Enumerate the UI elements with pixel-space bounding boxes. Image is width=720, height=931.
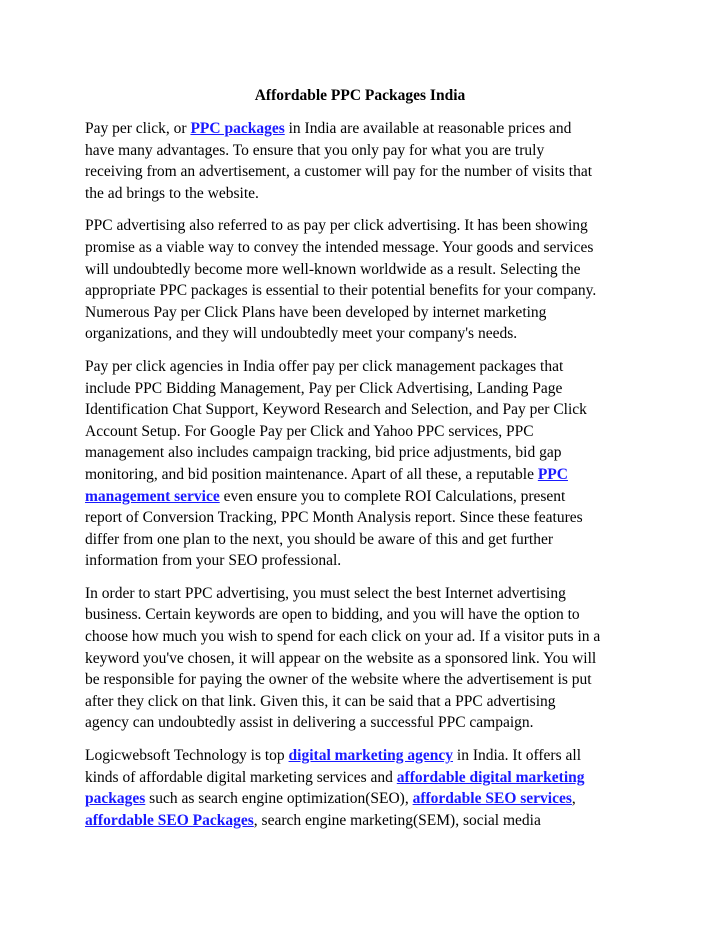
text-line xyxy=(85,280,637,302)
text-run: differ from one plan to the next, you should be aware of this and get further xyxy=(85,530,554,548)
text-line xyxy=(85,604,637,626)
text-line xyxy=(85,118,637,140)
inline-link[interactable]: affordable SEO services xyxy=(412,790,572,808)
text-line xyxy=(85,399,637,421)
text-run: Pay per click agencies in India offer pay per click management packages that xyxy=(85,357,564,375)
text-line xyxy=(85,183,637,205)
text-line xyxy=(85,529,637,551)
inline-link[interactable]: packages xyxy=(85,790,146,808)
text-line xyxy=(85,788,637,810)
paragraph-1 xyxy=(85,118,637,204)
text-run: business. Certain keywords are open to bidding, and you will have the option to xyxy=(85,606,580,624)
text-line xyxy=(85,648,637,670)
inline-link[interactable]: PPC xyxy=(537,465,568,483)
text-line xyxy=(85,259,637,281)
text-line xyxy=(85,626,637,648)
text-run: have many advantages. To ensure that you only pay for what you are truly xyxy=(85,141,545,159)
text-run: even ensure you to complete ROI Calculations, present xyxy=(219,487,566,505)
text-line xyxy=(85,669,637,691)
paragraph-5 xyxy=(85,745,637,831)
text-line xyxy=(85,583,637,605)
text-line xyxy=(85,237,637,259)
text-line xyxy=(85,691,637,713)
text-line xyxy=(85,507,637,529)
text-run: Numerous Pay per Click Plans have been developed by internet marketing xyxy=(85,303,547,321)
inline-link[interactable]: affordable digital marketing xyxy=(396,768,585,786)
text-line xyxy=(85,378,637,400)
text-line xyxy=(85,215,637,237)
inline-link[interactable]: PPC packages xyxy=(190,120,285,137)
text-line xyxy=(85,745,637,767)
text-line xyxy=(85,140,637,162)
text-line xyxy=(85,323,637,345)
inline-link[interactable]: affordable SEO Packages xyxy=(85,811,254,829)
text-run: receiving from an advertisement, a customer will pay for the number of visits that xyxy=(85,163,593,181)
text-run: agency can undoubtedly assist in delivering a successful PPC campaign. xyxy=(85,714,534,732)
text-run: In order to start PPC advertising, you must select the best Internet advertising xyxy=(85,584,566,602)
paragraph-4 xyxy=(85,583,637,734)
text-line xyxy=(85,442,637,464)
text-line xyxy=(85,550,637,572)
text-run: management also includes campaign tracking, bid price adjustments, bid gap xyxy=(85,444,562,462)
document-title: Affordable PPC Packages India xyxy=(254,87,466,104)
text-run: , search engine marketing(SEM), social media xyxy=(253,811,541,829)
text-run: Identification Chat Support, Keyword Research and Selection, and Pay per Click xyxy=(85,401,587,419)
text-run: include PPC Bidding Management, Pay per Click Advertising, Landing Page xyxy=(85,379,563,397)
text-run: keyword you've chosen, it will appear on the website as a sponsored link. You will xyxy=(85,649,597,667)
text-run: be responsible for paying the owner of the website where the advertisement is put xyxy=(85,671,592,689)
text-run: PPC advertising also referred to as pay per click advertising. It has been showing xyxy=(85,217,588,235)
text-line xyxy=(85,421,637,443)
text-run: Logicwebsoft Technology is top xyxy=(85,747,289,765)
text-line xyxy=(85,767,637,789)
text-run: organizations, and they will undoubtedly meet your company's needs. xyxy=(85,325,518,343)
text-line xyxy=(85,356,637,378)
text-line xyxy=(85,161,637,183)
text-run: after they click on that link. Given this, it can be said that a PPC advertising xyxy=(85,692,556,710)
text-line xyxy=(85,464,637,486)
text-line xyxy=(85,810,637,832)
text-run: kinds of affordable digital marketing services and xyxy=(85,768,397,786)
text-run: such as search engine optimization(SEO), xyxy=(145,790,413,808)
text-run: the ad brings to the website. xyxy=(85,184,259,202)
text-run: Pay per click, or xyxy=(85,120,191,137)
inline-link[interactable]: digital marketing agency xyxy=(288,747,454,765)
paragraph-2 xyxy=(85,215,637,345)
text-run: appropriate PPC packages is essential to their potential benefits for your company. xyxy=(85,282,597,300)
paragraph-3 xyxy=(85,356,637,572)
inline-link[interactable]: management service xyxy=(85,487,220,505)
text-run: monitoring, and bid position maintenance. Apart of all these, a reputable xyxy=(85,465,538,483)
text-run: report of Conversion Tracking, PPC Month Analysis report. Since these features xyxy=(85,509,583,527)
text-run: , xyxy=(571,790,576,808)
document-body xyxy=(85,118,637,842)
text-line xyxy=(85,486,637,508)
text-line xyxy=(85,712,637,734)
text-run: in India. It offers all xyxy=(453,747,581,765)
text-run: Account Setup. For Google Pay per Click and Yahoo PPC services, PPC xyxy=(85,422,534,440)
text-run: information from your SEO professional. xyxy=(85,552,342,570)
text-run: choose how much you wish to spend for each click on your ad. If a visitor puts in a xyxy=(85,628,601,646)
text-run: will undoubtedly become more well-known worldwide as a result. Selecting the xyxy=(85,260,581,278)
text-run: promise as a viable way to convey the intended message. Your goods and services xyxy=(85,238,594,256)
text-run: in India are available at reasonable prices and xyxy=(284,120,572,137)
text-line xyxy=(85,302,637,324)
